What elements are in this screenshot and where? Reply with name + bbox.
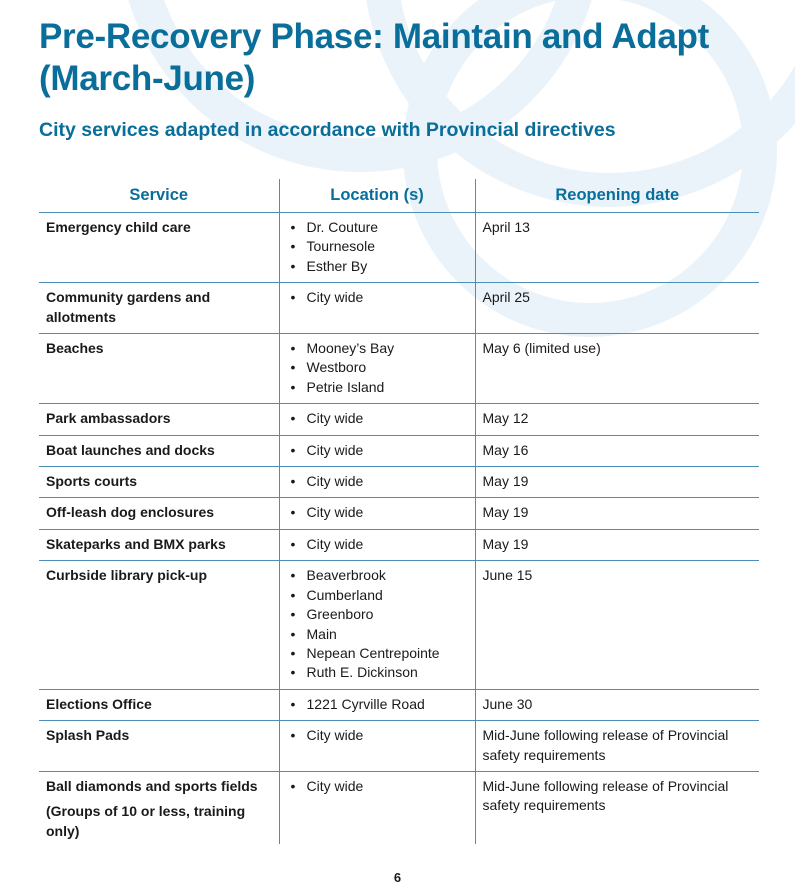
column-header-reopening-date: Reopening date [475,179,759,213]
service-cell [39,435,279,466]
page-title: Pre-Recovery Phase: Maintain and Adapt (March-June) [39,17,709,98]
location-cell [279,561,475,689]
service-name: Community gardens and allotments [46,289,211,325]
table-row [39,771,759,844]
location-list [287,777,468,796]
table-header-row [39,179,759,213]
location-item: • Greenboro [307,605,468,624]
service-name: Boat launches and docks [46,441,215,458]
location-cell [279,435,475,466]
service-name: Sports courts [46,473,138,490]
service-cell [39,529,279,560]
service-cell [39,721,279,772]
service-name: Skateparks and BMX parks [46,535,226,552]
location-cell [279,529,475,560]
service-name: Emergency child care [46,219,191,235]
location-cell [279,689,475,720]
location-item: • City wide [307,441,468,460]
service-cell [39,213,279,283]
location-item: • City wide [307,288,468,307]
location-item: • Ruth E. Dickinson [307,663,468,682]
table-row [39,334,759,404]
location-item: • City wide [307,777,468,796]
page-subtitle: City services adapted in accordance with Provincial directives [39,119,616,141]
reopening-date-cell: June 30 [475,689,759,720]
column-header-location: Location (s) [279,179,475,213]
service-cell [39,467,279,498]
location-cell [279,771,475,844]
reopening-date-cell: May 19 [475,467,759,498]
location-item: • City wide [307,535,468,554]
location-item: • Beaverbrook [307,566,468,585]
location-list [287,218,468,276]
reopening-date-cell: April 13 [475,213,759,283]
location-list [287,288,468,307]
location-cell [279,467,475,498]
location-cell [279,721,475,772]
table-row [39,721,759,772]
reopening-date-cell: May 12 [475,404,759,435]
location-list [287,409,468,428]
service-cell [39,404,279,435]
service-name: Beaches [46,340,104,357]
service-name: Splash Pads [46,727,130,744]
location-list [287,535,468,554]
reopening-date-cell: May 6 (limited use) [475,334,759,404]
location-item: • Mooney’s Bay [307,339,468,358]
table-row [39,283,759,334]
location-cell [279,334,475,404]
location-list [287,726,468,745]
location-item: • Cumberland [307,586,468,605]
reopening-date-cell: Mid-June following release of Provincial safety requirements [475,771,759,844]
reopening-date-cell: April 25 [475,283,759,334]
location-item: • City wide [307,726,468,745]
location-item: • Main [307,625,468,644]
location-item: • City wide [307,503,468,522]
location-item: • Petrie Island [307,378,468,397]
table-row [39,404,759,435]
service-cell [39,334,279,404]
service-name: Park ambassadors [46,410,171,427]
reopening-date-cell: June 15 [475,561,759,689]
table-row [39,213,759,283]
reopening-date-cell: Mid-June following release of Provincial safety requirements [475,721,759,772]
location-cell [279,283,475,334]
location-list [287,503,468,522]
location-item: • Westboro [307,358,468,377]
service-cell [39,771,279,844]
service-cell [39,498,279,529]
services-table [39,179,759,844]
location-cell [279,404,475,435]
page-number: 6 [393,870,402,885]
column-header-service: Service [39,179,279,213]
location-item: • Dr. Couture [307,218,468,237]
reopening-date-cell: May 16 [475,435,759,466]
service-cell [39,283,279,334]
service-cell [39,561,279,689]
service-name: Off-leash dog enclosures [46,504,215,521]
location-item: • City wide [307,472,468,491]
location-list [287,566,468,682]
table-row [39,689,759,720]
table-row [39,561,759,689]
location-list [287,441,468,460]
location-item: • 1221 Cyrville Road [307,695,468,714]
location-item: • City wide [307,409,468,428]
table-row [39,529,759,560]
location-list [287,472,468,491]
reopening-date-cell: May 19 [475,498,759,529]
reopening-date-cell: May 19 [475,529,759,560]
location-cell [279,498,475,529]
table-row [39,435,759,466]
location-item: • Esther By [307,257,468,276]
table-row [39,498,759,529]
location-item: • Tournesole [307,237,468,256]
service-name: Curbside library pick-up [46,567,208,584]
location-cell [279,213,475,283]
location-item: • Nepean Centrepointe [307,644,468,663]
service-name: Elections Office [46,695,152,712]
service-cell [39,689,279,720]
location-list [287,339,468,397]
table-body [39,213,759,845]
service-note: (Groups of 10 or less, training only) [46,803,246,839]
table-row [39,467,759,498]
location-list [287,695,468,714]
service-name: Ball diamonds and sports fields [46,777,258,794]
